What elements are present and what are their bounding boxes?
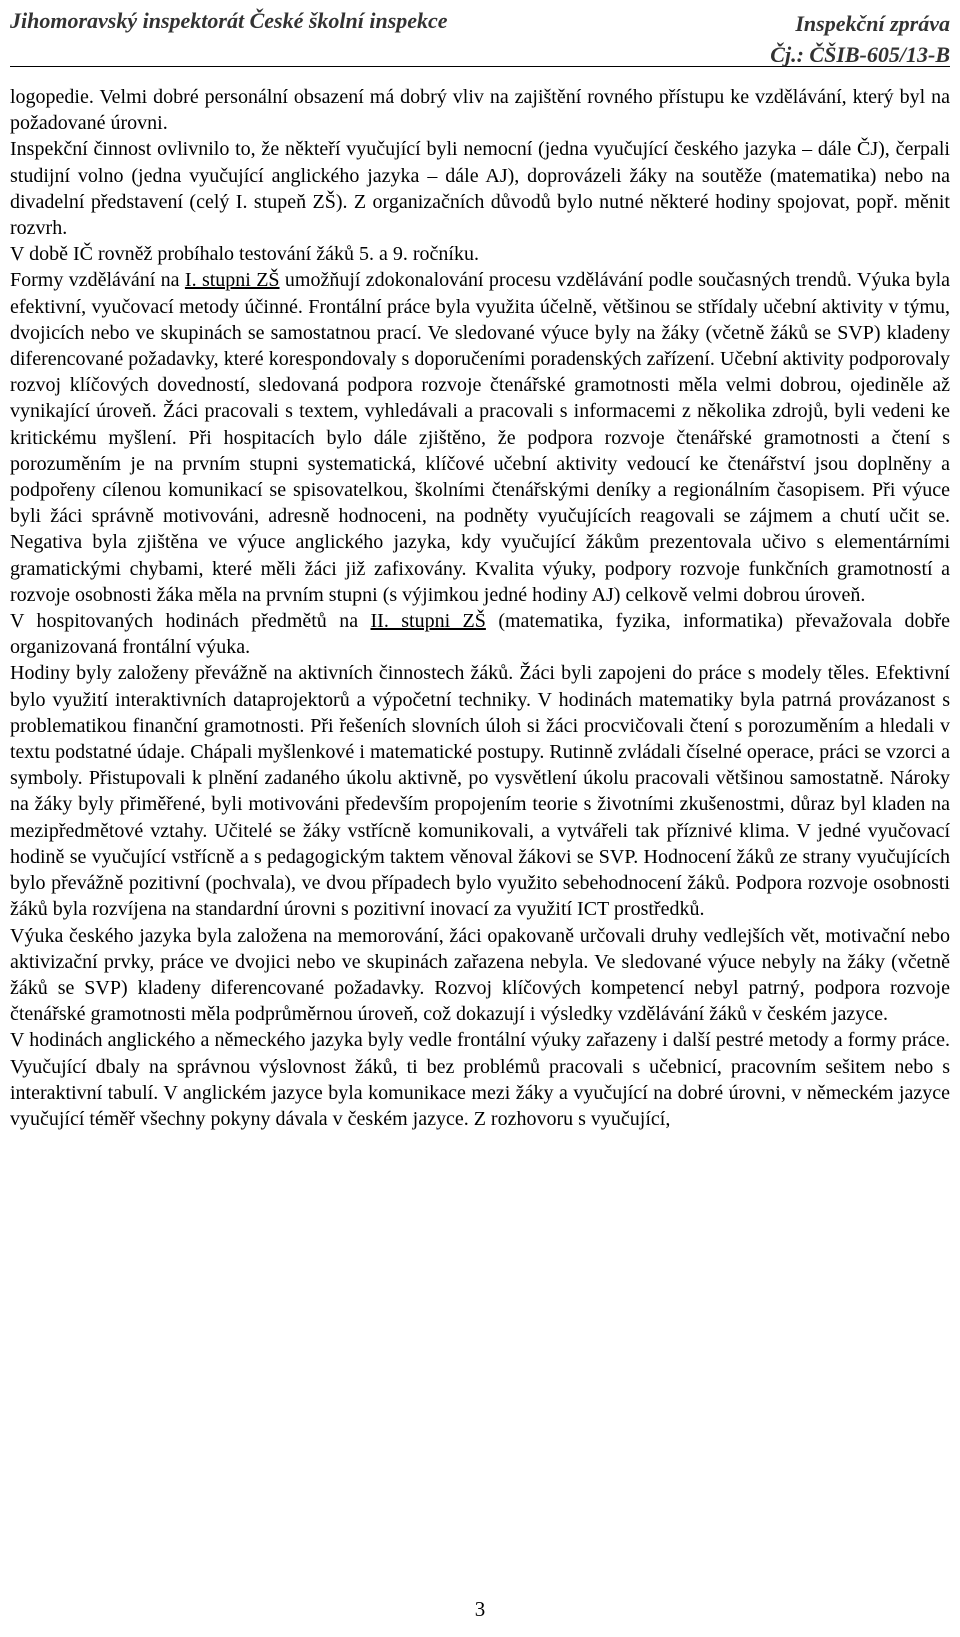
document-body xyxy=(10,84,950,1132)
underlined-term-first-stage: I. stupni ZŠ xyxy=(184,269,280,292)
paragraph-first-stage xyxy=(10,267,950,608)
paragraph: V době IČ rovněž probíhalo testování žáků 5. a 9. ročníku. xyxy=(10,243,479,266)
header-authority: Jihomoravský inspektorát České školní inspekce xyxy=(10,8,448,33)
text-fragment: (matematika, fyzika, informatika) převažovala dobře organizovaná frontální výuka. xyxy=(10,610,950,659)
text-fragment: V hospitovaných hodinách předmětů na xyxy=(10,610,371,633)
text-fragment: umožňují zdokonalování procesu vzdělávání podle současných trendů. Výuka byla efektivní, vyučovací metody účinné. Frontální práce byla využita účelně, většinou se střídaly učební aktivity v týmu, dvojicích nebo ve skupinách se samostatnou prací. Ve sledované výuce byly na žáky (včetně žáků se SVP) kladeny diferencované požadavky, které korespondovaly s doporučeními poradenských zařízení. Učební aktivity podporovaly rozvoj klíčových dovedností, sledovaná podpora rozvoje čtenářské gramotnosti měla velmi dobrou, ojediněle až vynikající úroveň. Žáci pracovali s textem, vyhledávali a pracovali s informacemi z několika zdrojů, byli vedeni ke kritickému myšlení. Při hospitacích bylo dále zjištěno, že podpora rozvoje čtenářské gramotnosti a čtení s porozuměním je na prvním stupni systematická, klíčové učební aktivity vedoucí ke čtenářství jsou doplněny a podpořeny cílenou komunikací se spisovatelkou, školními čtenářskými deníky a regionálním časopisem. Při výuce byli žáci správně motivováni, adresně hodnoceni, na podněty vyučujících reagovali se zájmem a chutí učit se. Negativa byla zjištěna ve výuce anglického jazyka, kdy vyučující žákům prezentovala učivo s elementárními gramatickými chybami, které měli žáci již zafixovány. Kvalita výuky, podpory rozvoje funkčních gramotností a rozvoje osobnosti žáka měla na prvním stupni (s výjimkou jedné hodiny AJ) celkově velmi dobrou úroveň. xyxy=(10,269,950,606)
page-header xyxy=(10,4,950,67)
header-report-title: Inspekční zpráva xyxy=(795,11,950,36)
header-reference-number: Čj.: ČŠIB-605/13-B xyxy=(770,42,950,67)
page-number: 3 xyxy=(474,1597,486,1621)
text-fragment: Formy vzdělávání na xyxy=(10,269,185,292)
paragraph: logopedie. Velmi dobré personální obsazení má dobrý vliv na zajištění rovného přístupu ke vzdělávání, který byl na požadované úrovni. xyxy=(10,86,950,135)
paragraph: Inspekční činnost ovlivnilo to, že někteří vyučující byli nemocní (jedna vyučující českého jazyka – dále ČJ), čerpali studijní volno (jedna vyučující anglického jazyka – dále AJ), doprovázeli žáky na soutěže (matematika) nebo na divadelní představení (celý I. stupeň ZŠ). Z organizačních důvodů bylo nutné některé hodiny spojovat, popř. měnit rozvrh. xyxy=(10,138,950,240)
paragraph: V hodinách anglického a německého jazyka byly vedle frontální výuky zařazeny i další pestré metody a formy práce. Vyučující dbaly na správnou výslovnost žáků, ti bez problémů pracovali s učebnicí, pracovním sešitem nebo s interaktivní tabulí. V anglickém jazyce byla komunikace mezi žáky a vyučující na dobré úrovni, v německém jazyce vyučující téměř všechny pokyny dávala v českém jazyce. Z rozhovoru s vyučující, xyxy=(10,1029,950,1130)
paragraph: Výuka českého jazyka byla založena na memorování, žáci opakovaně určovali druhy vedlejších vět, motivační nebo aktivizační prvky, práce ve dvojici nebo ve skupinách zařazena nebyla. Ve sledované výuce nebyly na žáky (včetně žáků se SVP) kladeny diferencované požadavky. Rozvoj klíčových kompetencí nebyl patrný, podpora rozvoje čtenářské gramotnosti měla podprůměrnou úroveň, což dokazují i výsledky vzdělávání žáků v českém jazyce. xyxy=(10,924,950,1026)
underlined-term-second-stage: II. stupni ZŠ xyxy=(370,610,486,633)
paragraph-second-stage xyxy=(10,608,950,660)
paragraph: Hodiny byly založeny převážně na aktivních činnostech žáků. Žáci byli zapojeni do práce s modely těles. Efektivní bylo využití interaktivních dataprojektorů a výpočetní techniky. V hodinách matematiky byla patrná provázanost s problematikou finanční gramotnosti. Při řešeních slovních úloh si žáci procvičovali čtení s porozuměním a hledali v textu podstatné údaje. Chápali myšlenkové i matematické postupy. Rutinně zvládali číselné operace, práci se vzorci a symboly. Přistupovali k plnění zadaného úkolu aktivně, po vysvětlení úkolu pracovali většinou samostatně. Nároky na žáky byly přiměřené, byli motivováni především propojením teorie s životními zkušenostmi, důraz byl kladen na mezipředmětové vztahy. Učitelé se žáky vstřícně komunikovali, a vytvářeli tak příznivé klima. V jedné vyučovací hodině se vyučující vstřícně a s pedagogickým taktem věnoval žákovi se SVP. Hodnocení žáků ze strany vyučujících bylo převážně pozitivní (pochvala), ve dvou případech bylo využito sebehodnocení žáků. Podpora rozvoje osobnosti žáků byla rozvíjena na standardní úrovni s pozitivní inovací za využití ICT prostředků. xyxy=(10,662,950,921)
header-report-id xyxy=(770,8,950,70)
